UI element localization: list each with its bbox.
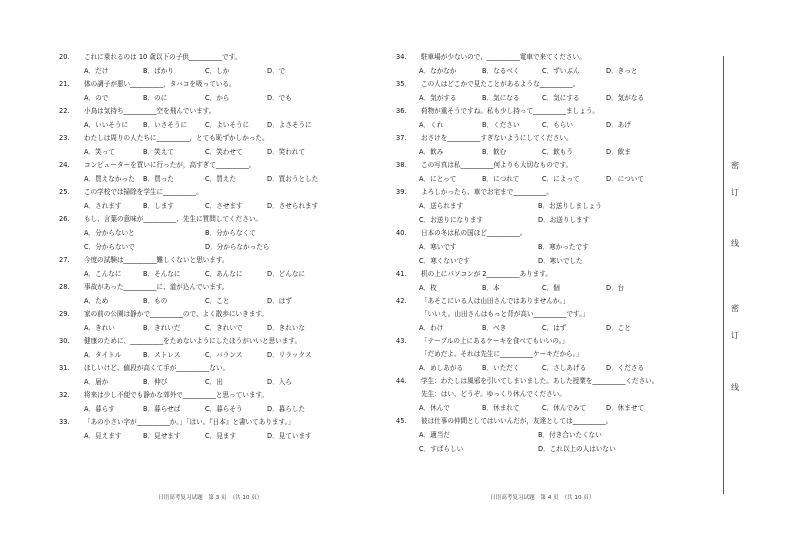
answer-option: A．わけ bbox=[419, 324, 444, 332]
options-row bbox=[396, 199, 716, 213]
answer-option: D．あげ bbox=[606, 121, 631, 129]
question-text: わたしは周りの人たちに__________，とても恥ずかしかった。 bbox=[84, 134, 269, 142]
options-row bbox=[59, 240, 371, 254]
question-number: 22. bbox=[59, 107, 70, 115]
options-row bbox=[59, 348, 371, 362]
question-number: 35． bbox=[396, 80, 411, 88]
question-item bbox=[59, 51, 371, 64]
answer-option: B．笑えて bbox=[143, 148, 174, 156]
question-item bbox=[59, 159, 371, 172]
question-number: 20. bbox=[59, 53, 70, 61]
question-item bbox=[59, 416, 371, 429]
question-number: 37. bbox=[396, 134, 407, 142]
answer-option: B．なるべく bbox=[482, 67, 520, 75]
answer-option: C．させます bbox=[205, 202, 243, 210]
answer-option: D．させられます bbox=[267, 202, 319, 210]
answer-option: C．によって bbox=[542, 175, 580, 183]
answer-option: B．寒かったです bbox=[538, 243, 589, 251]
answer-option: B．分からなくて bbox=[205, 229, 256, 237]
answer-option: A．ため bbox=[84, 297, 109, 305]
answer-option: B．お送りしましょう bbox=[538, 202, 602, 210]
answer-option: C．こと bbox=[205, 297, 230, 305]
answer-option: B．につれて bbox=[482, 175, 520, 183]
answer-option: C．もらい bbox=[542, 121, 573, 129]
question-text: もし、言葉の意味が__________、先生に質問してください。 bbox=[84, 215, 263, 223]
question-text: この写真は私__________何よりも大切なものです。 bbox=[421, 161, 573, 169]
question-item bbox=[59, 335, 371, 348]
answer-option: A．めしあがる bbox=[419, 364, 464, 372]
question-item bbox=[396, 51, 716, 64]
question-text: 駐車場が少ないので、__________電車で来てください。 bbox=[421, 53, 586, 61]
footer-right: 日语高考复习试题 第 4 页 （共 10 页） bbox=[490, 495, 595, 501]
question-number: 40. bbox=[396, 229, 407, 237]
question-number: 38. bbox=[396, 161, 407, 169]
question-item bbox=[396, 375, 716, 388]
answer-option: D．笑われて bbox=[267, 148, 306, 156]
answer-option: C．さしあげる bbox=[542, 364, 587, 372]
answer-option: C．寒くないです bbox=[419, 257, 470, 265]
answer-option: C．見ます bbox=[205, 432, 236, 440]
question-number: 41. bbox=[396, 270, 407, 278]
question-number: 24. bbox=[59, 161, 70, 169]
answer-option: D．どんなに bbox=[267, 270, 306, 278]
answer-option: A．届か bbox=[84, 378, 109, 386]
question-text: 家の前の公園は静かで__________ので、よく散歩にいきます。 bbox=[84, 310, 268, 318]
options-row bbox=[396, 442, 716, 456]
question-number: 39. bbox=[396, 188, 407, 196]
options-row bbox=[59, 294, 371, 308]
answer-option: B．休まれて bbox=[482, 404, 520, 412]
question-item bbox=[59, 254, 371, 267]
answer-option: C．飲もう bbox=[542, 148, 573, 156]
question-number: 30. bbox=[59, 337, 70, 345]
options-row bbox=[396, 254, 716, 268]
answer-option: D．リラックス bbox=[267, 351, 312, 359]
answer-option: D．よさそうに bbox=[267, 121, 312, 129]
options-row bbox=[396, 172, 716, 186]
answer-option: B．します bbox=[143, 202, 174, 210]
answer-option: C．笑わせて bbox=[205, 148, 243, 156]
question-item bbox=[396, 186, 716, 199]
answer-option: B．きれいだ bbox=[143, 324, 181, 332]
binding-mark-char: 线 bbox=[731, 383, 739, 392]
answer-option: C．バランス bbox=[205, 351, 243, 359]
answer-option: D．飲ま bbox=[606, 148, 631, 156]
left-column bbox=[59, 51, 371, 443]
answer-option: A．にとって bbox=[419, 175, 457, 183]
question-item bbox=[396, 78, 716, 91]
options-row bbox=[59, 402, 371, 416]
question-item bbox=[396, 268, 716, 281]
question-item bbox=[396, 227, 716, 240]
question-item bbox=[59, 362, 371, 375]
answer-option: C．から bbox=[205, 94, 230, 102]
question-text: よろしかったら、車でお宅まで__________。 bbox=[421, 188, 553, 196]
question-text: 彼は仕事の仲間としてはいいんだが，友達としては__________。 bbox=[421, 417, 613, 425]
options-row bbox=[396, 401, 716, 415]
answer-option: B．伸び bbox=[143, 378, 168, 386]
answer-option: B．買った bbox=[143, 175, 174, 183]
answer-option: A．飲み bbox=[419, 148, 444, 156]
question-text: 先生：はい、どうぞ。ゆっくり休んでください。 bbox=[421, 390, 566, 398]
question-text-continued bbox=[396, 348, 716, 361]
answer-option: D．見ています bbox=[267, 432, 312, 440]
answer-option: D．気がなる bbox=[606, 94, 645, 102]
answer-option: C．あんなに bbox=[205, 270, 243, 278]
answer-option: D．について bbox=[606, 175, 644, 183]
question-text: 「あそこにいる人は山田さんではありませんか。」 bbox=[421, 297, 570, 305]
answer-option: B．暮らせば bbox=[143, 405, 181, 413]
question-text: 荷物が重そうですね。私も少し持って__________ましょう。 bbox=[421, 107, 600, 115]
answer-option: A．笑って bbox=[84, 148, 115, 156]
answer-option: A．枚 bbox=[419, 284, 437, 292]
options-row bbox=[59, 172, 371, 186]
options-row bbox=[59, 375, 371, 389]
options-row bbox=[396, 428, 716, 442]
options-row bbox=[396, 361, 716, 375]
answer-option: B．いただく bbox=[482, 364, 520, 372]
answer-option: A．ので bbox=[84, 94, 109, 102]
question-text: 「あの小さい字が__________か。」「はい。『日本』と書いてあります。」 bbox=[84, 418, 295, 426]
answer-option: B．ください bbox=[482, 121, 520, 129]
question-item bbox=[59, 186, 371, 199]
answer-option: B．付き合いたくない bbox=[538, 431, 602, 439]
answer-option: A．なかなか bbox=[419, 67, 457, 75]
question-text: おさけを__________すぎないようにしてください。 bbox=[421, 134, 573, 142]
question-number: 44. bbox=[396, 377, 407, 385]
answer-option: B．見せます bbox=[143, 432, 181, 440]
question-text: 小鳥は気持ち__________空を飛んでいます。 bbox=[84, 107, 216, 115]
options-row bbox=[396, 240, 716, 254]
answer-option: D．お送りします bbox=[538, 216, 590, 224]
answer-option: C．個 bbox=[542, 284, 560, 292]
binding-line bbox=[723, 56, 724, 494]
question-text: 事故があった__________に、道が込んでいます。 bbox=[84, 283, 229, 291]
options-row bbox=[396, 213, 716, 227]
answer-option: C．分からないで bbox=[84, 243, 135, 251]
answer-option: B．飲む bbox=[482, 148, 507, 156]
answer-option: C．よいそうに bbox=[205, 121, 250, 129]
question-number: 27. bbox=[59, 256, 70, 264]
question-number: 45. bbox=[396, 417, 407, 425]
question-number: 21. bbox=[59, 80, 70, 88]
answer-option: D．台 bbox=[606, 284, 625, 292]
answer-option: C．気にする bbox=[542, 94, 580, 102]
answer-option: D．これ以上の人はいない bbox=[538, 445, 616, 453]
question-text-continued bbox=[396, 308, 716, 321]
answer-option: D．こと bbox=[606, 324, 631, 332]
answer-option: C．出 bbox=[205, 378, 223, 386]
question-item bbox=[396, 295, 716, 308]
answer-option: D．で bbox=[267, 67, 286, 75]
answer-option: D．きっと bbox=[606, 67, 638, 75]
question-number: 29. bbox=[59, 310, 70, 318]
question-item bbox=[396, 415, 716, 428]
question-item bbox=[396, 105, 716, 118]
question-number: 23. bbox=[59, 134, 70, 142]
answer-option: C．きれいで bbox=[205, 324, 243, 332]
options-row bbox=[59, 91, 371, 105]
options-row bbox=[396, 281, 716, 295]
question-text: ほしいけど、値段が高くて手が__________ない。 bbox=[84, 364, 230, 372]
answer-option: D．寒いでした bbox=[538, 257, 583, 265]
answer-option: A．こんなに bbox=[84, 270, 122, 278]
question-text: 健康のために、__________をためないようにしたほうがいいと思います。 bbox=[84, 337, 302, 345]
answer-option: C．しか bbox=[205, 67, 230, 75]
answer-option: C．ずいぶん bbox=[542, 67, 580, 75]
answer-option: B．そんなに bbox=[143, 270, 181, 278]
options-row bbox=[59, 199, 371, 213]
answer-option: D．でも bbox=[267, 94, 292, 102]
question-item bbox=[59, 105, 371, 118]
binding-mark-char: 订 bbox=[731, 331, 739, 340]
answer-option: D．くださる bbox=[606, 364, 645, 372]
question-text: 体の調子が悪い__________，タバコを吸っている。 bbox=[84, 80, 236, 88]
answer-option: B．のに bbox=[143, 94, 168, 102]
answer-option: A．見えます bbox=[84, 432, 122, 440]
answer-option: A．分からないと bbox=[84, 229, 135, 237]
question-item bbox=[396, 335, 716, 348]
question-number: 42. bbox=[396, 297, 407, 305]
options-row bbox=[396, 145, 716, 159]
question-text: 今度の試験は__________難しくないと思います。 bbox=[84, 256, 229, 264]
answer-option: A．くれ bbox=[419, 121, 444, 129]
question-number: 33. bbox=[59, 418, 70, 426]
answer-option: D．休ませて bbox=[606, 404, 645, 412]
question-number: 25. bbox=[59, 188, 70, 196]
answer-option: B．本 bbox=[482, 284, 500, 292]
question-number: 32. bbox=[59, 391, 70, 399]
options-row bbox=[59, 226, 371, 240]
answer-option: A．いいそうに bbox=[84, 121, 129, 129]
answer-option: A．だけ bbox=[84, 67, 109, 75]
answer-option: C．すばらしい bbox=[419, 445, 464, 453]
question-text: 「だめだよ。それは先生に__________ケーキだから。」 bbox=[421, 350, 583, 358]
answer-option: A．休んで bbox=[419, 404, 450, 412]
answer-option: A．されます bbox=[84, 202, 122, 210]
answer-option: D．分からなかったら bbox=[205, 243, 270, 251]
answer-option: B．もの bbox=[143, 297, 168, 305]
answer-option: A．適当だ bbox=[419, 431, 450, 439]
answer-option: A．寒いです bbox=[419, 243, 457, 251]
answer-option: A．暮らす bbox=[84, 405, 115, 413]
question-text: これに乗れるのは 10 歳以下の子供__________です。 bbox=[84, 53, 242, 61]
answer-option: A．送られます bbox=[419, 202, 464, 210]
question-item bbox=[59, 389, 371, 402]
answer-option: B．気になる bbox=[482, 94, 520, 102]
options-row bbox=[396, 118, 716, 132]
footer-left: 日语高考复习试题 第 3 页 （共 10 页） bbox=[158, 495, 263, 501]
answer-option: A．買えなかった bbox=[84, 175, 135, 183]
options-row bbox=[59, 321, 371, 335]
question-item bbox=[59, 78, 371, 91]
question-number: 28. bbox=[59, 283, 70, 291]
question-number: 31. bbox=[59, 364, 70, 372]
question-number: 43. bbox=[396, 337, 407, 345]
answer-option: A．気がする bbox=[419, 94, 457, 102]
question-text: 「いいえ。山田さんはもっと背が高い__________です。」 bbox=[421, 310, 590, 318]
answer-option: A．きれい bbox=[84, 324, 115, 332]
answer-option: D．はず bbox=[267, 297, 292, 305]
right-column bbox=[396, 51, 716, 456]
question-text: 将来は少し不便でも静かな郊外で__________と思っています。 bbox=[84, 391, 269, 399]
answer-option: D．入ら bbox=[267, 378, 292, 386]
question-item bbox=[59, 308, 371, 321]
options-row bbox=[59, 429, 371, 443]
question-text: 「テーブルの上にあるケーキを食べてもいいの。」 bbox=[421, 337, 569, 345]
answer-option: D．きれいな bbox=[267, 324, 306, 332]
question-item bbox=[396, 132, 716, 145]
answer-option: B．いさそうに bbox=[143, 121, 188, 129]
options-row bbox=[396, 91, 716, 105]
question-item bbox=[59, 213, 371, 226]
binding-mark-char: 线 bbox=[731, 239, 739, 248]
binding-mark-char: 密 bbox=[731, 161, 739, 170]
question-item bbox=[59, 132, 371, 145]
question-text: この人はどこかで見たことがあるような__________。 bbox=[421, 80, 580, 88]
question-number: 34. bbox=[396, 53, 407, 61]
answer-option: A．タイトル bbox=[84, 351, 122, 359]
binding-mark-char: 订 bbox=[731, 188, 739, 197]
question-number: 26. bbox=[59, 215, 70, 223]
answer-option: D．買おうとした bbox=[267, 175, 319, 183]
question-text: 机の上にパソコンが 2__________あります。 bbox=[421, 270, 552, 278]
binding-mark-char: 密 bbox=[731, 304, 739, 313]
question-item bbox=[396, 159, 716, 172]
options-row bbox=[59, 267, 371, 281]
question-text: 日本の冬は私の国ほど__________。 bbox=[421, 229, 527, 237]
options-row bbox=[59, 145, 371, 159]
options-row bbox=[396, 64, 716, 78]
answer-option: C．暮らそう bbox=[205, 405, 243, 413]
options-row bbox=[59, 64, 371, 78]
question-text-continued bbox=[396, 388, 716, 401]
answer-option: C．はず bbox=[542, 324, 567, 332]
answer-option: B．ばかり bbox=[143, 67, 174, 75]
answer-option: B．べき bbox=[482, 324, 507, 332]
question-text: この学校では掃除を学生に__________。 bbox=[84, 188, 203, 196]
answer-option: C．買えた bbox=[205, 175, 236, 183]
options-row bbox=[396, 321, 716, 335]
answer-option: B．ストレス bbox=[143, 351, 181, 359]
question-text: コンピューターを買いに行ったが，高すぎて__________。 bbox=[84, 161, 256, 169]
question-number: 36. bbox=[396, 107, 407, 115]
answer-option: C．お送りになります bbox=[419, 216, 483, 224]
question-text: 学生：わたしは風邪を引いてしまいました。あした授業を__________ください。 bbox=[421, 377, 659, 385]
options-row bbox=[59, 118, 371, 132]
question-item bbox=[59, 281, 371, 294]
answer-option: C．休んでみて bbox=[542, 404, 587, 412]
answer-option: D．暮らした bbox=[267, 405, 306, 413]
